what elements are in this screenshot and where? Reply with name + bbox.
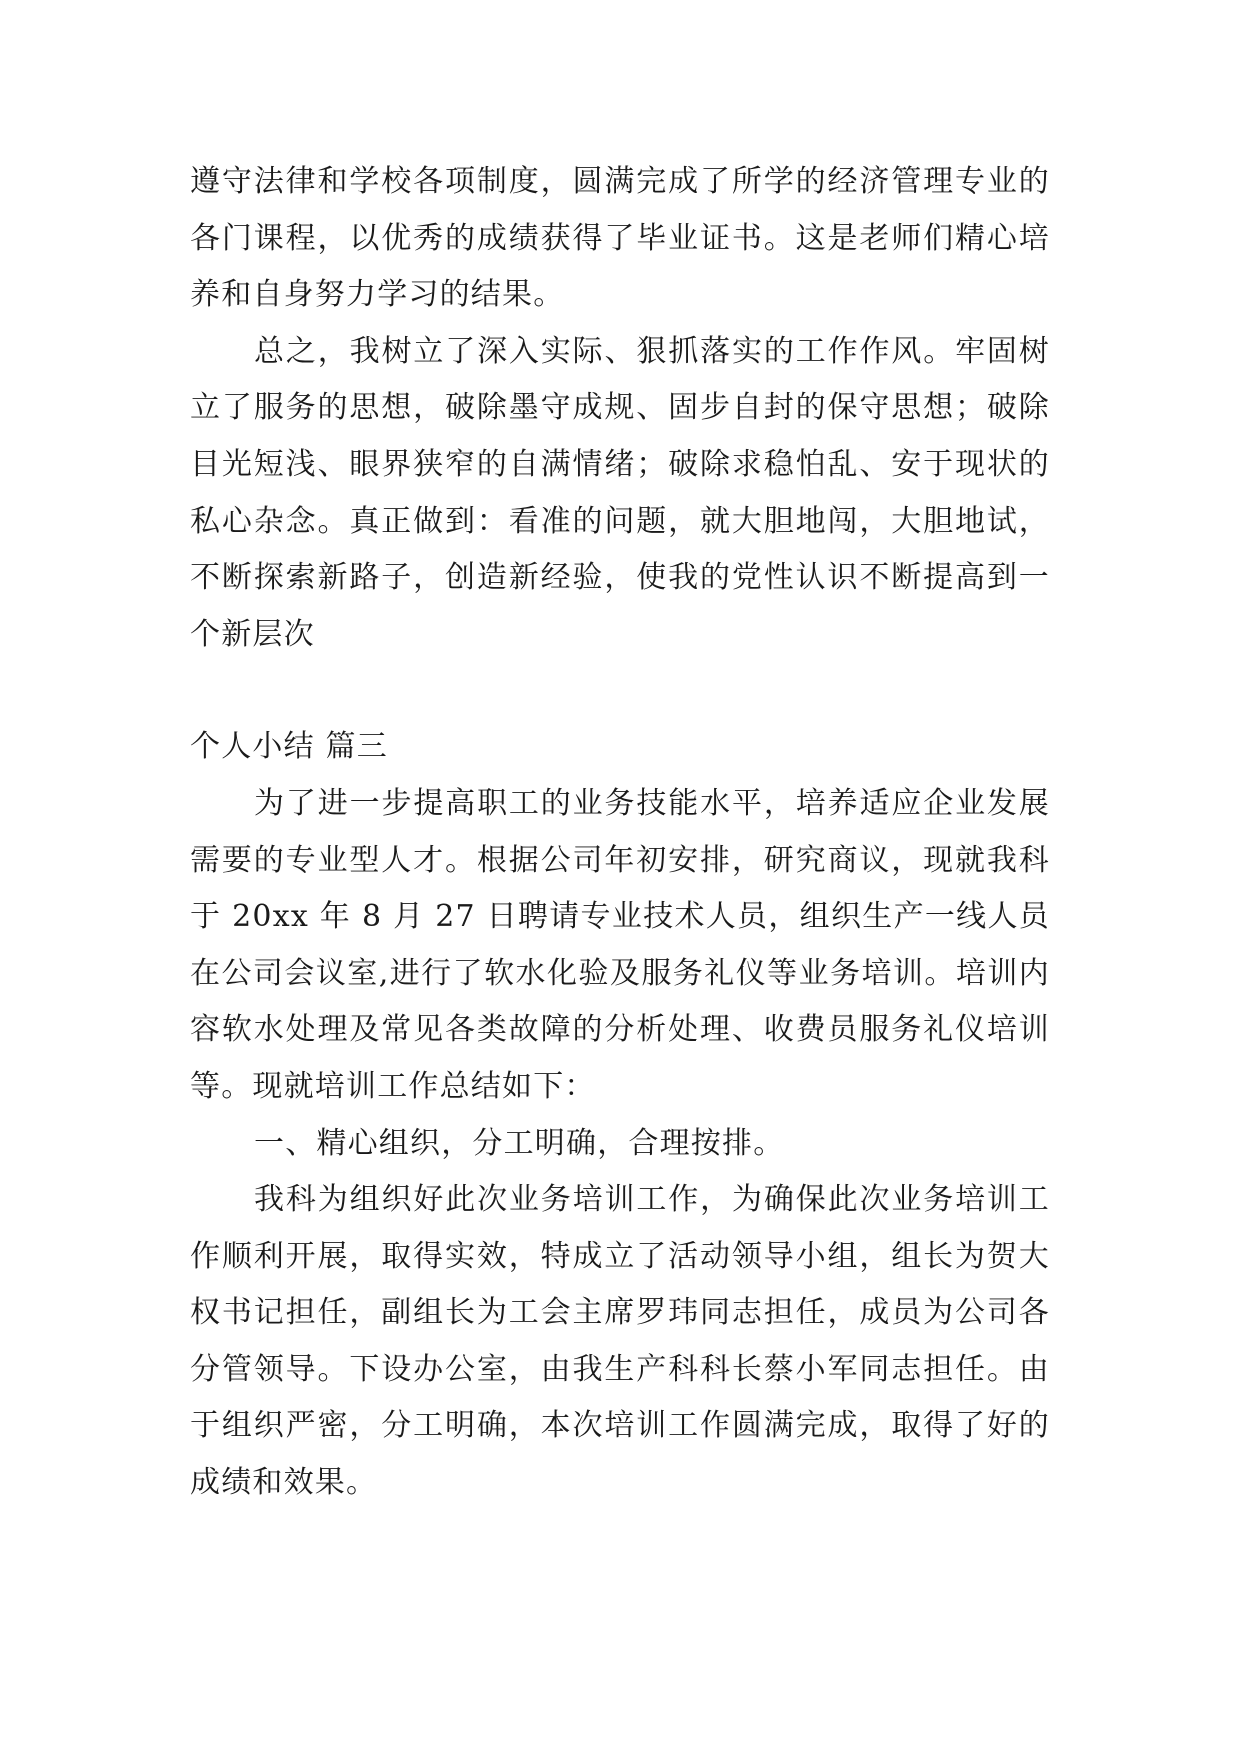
- paragraph-training-intro: 为了进一步提高职工的业务技能水平，培养适应企业发展需要的专业型人才。根据公司年初安排，研究商议，现就我科于 20xx 年 8 月 27 日聘请专业技术人员，组织生产一线人员在公司会议室,进行了软水化验及服务礼仪等业务培训。培训内容软水处理及常见各类故障的分析处理、收费员服务礼仪培训等。现就培训工作总结如下：: [190, 785, 1050, 1104]
- paragraph-graduation: 遵守法律和学校各项制度，圆满完成了所学的经济管理专业的各门课程，以优秀的成绩获得了毕业证书。这是老师们精心培养和自身努力学习的结果。: [190, 164, 1050, 313]
- paragraph-organization: 我科为组织好此次业务培训工作，为确保此次业务培训工作顺利开展，取得实效，特成立了活动领导小组，组长为贺大权书记担任，副组长为工会主席罗玮同志担任，成员为公司各分管领导。下设办公室，由我生产科科长蔡小军同志担任。由于组织严密，分工明确，本次培训工作圆满完成，取得了好的成绩和效果。: [190, 1182, 1050, 1501]
- section-heading: 个人小结 篇三: [190, 729, 388, 765]
- document-body: [190, 154, 1050, 1512]
- paragraph-item-one-heading: 一、精心组织，分工明确，合理按排。: [254, 1125, 785, 1161]
- paragraph-summary: 总之，我树立了深入实际、狠抓落实的工作作风。牢固树立了服务的思想，破除墨守成规、固步自封的保守思想；破除目光短浅、眼界狭窄的自满情绪；破除求稳怕乱、安于现状的私心杂念。真正做到：看准的问题，就大胆地闯，大胆地试，不断探索新路子，创造新经验，使我的党性认识不断提高到一个新层次: [190, 333, 1050, 652]
